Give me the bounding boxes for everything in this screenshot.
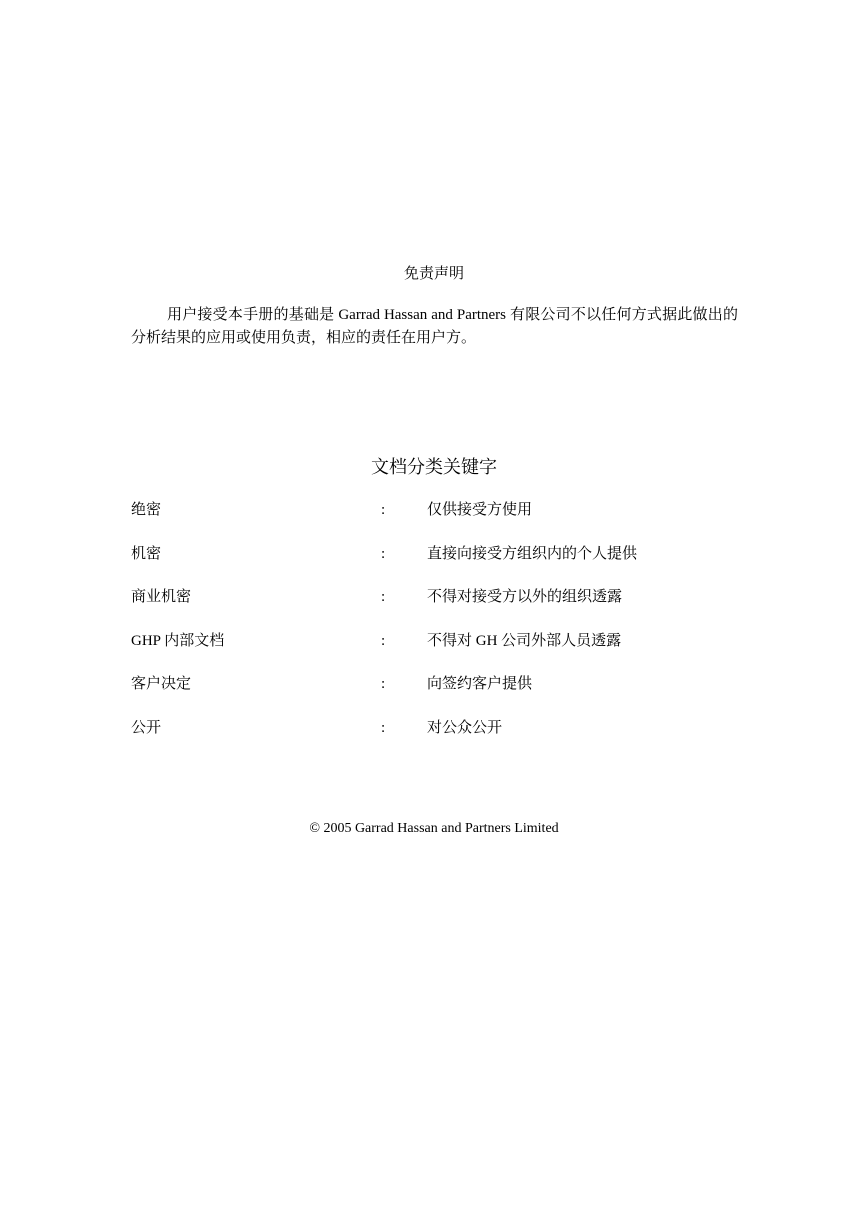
classification-name: 绝密 — [131, 502, 162, 518]
classification-description: 不得对 GH 公司外部人员透露 — [427, 632, 622, 649]
classification-name: 客户决定 — [131, 676, 192, 692]
classification-description: 仅供接受方使用 — [427, 502, 533, 518]
classification-row-commercial-confidential — [131, 586, 731, 630]
classification-description: 对公众公开 — [427, 719, 503, 736]
classification-row-confidential — [131, 543, 731, 587]
classification-description: 向签约客户提供 — [427, 676, 533, 692]
classification-row-ghp-internal — [131, 630, 731, 674]
classification-name: 机密 — [131, 545, 162, 562]
classification-separator: : — [381, 545, 386, 562]
classification-separator: : — [381, 719, 386, 736]
classification-row-client-discretion — [131, 673, 731, 717]
classification-row-public — [131, 717, 731, 761]
classification-row-top-secret — [131, 499, 731, 543]
classification-name: 商业机密 — [131, 589, 192, 605]
classification-name: 公开 — [131, 719, 162, 736]
classification-separator: : — [381, 502, 386, 518]
disclaimer-paragraph: 用户接受本手册的基础是 Garrad Hassan and Partners 有限公司不以任何方式据此做出的分析结果的应用或使用负责，相应的责任在用户方。 — [131, 307, 738, 346]
copyright-notice: © 2005 Garrad Hassan and Partners Limited — [309, 821, 559, 836]
classification-separator: : — [381, 676, 386, 692]
classification-title: 文档分类关键字 — [371, 457, 497, 477]
classification-name: GHP 内部文档 — [131, 632, 225, 649]
classification-separator: : — [381, 632, 386, 649]
classification-table — [131, 499, 731, 760]
classification-description: 不得对接受方以外的组织透露 — [427, 589, 623, 605]
disclaimer-title: 免责声明 — [403, 266, 464, 282]
classification-description: 直接向接受方组织内的个人提供 — [427, 545, 638, 562]
classification-separator: : — [381, 589, 386, 605]
